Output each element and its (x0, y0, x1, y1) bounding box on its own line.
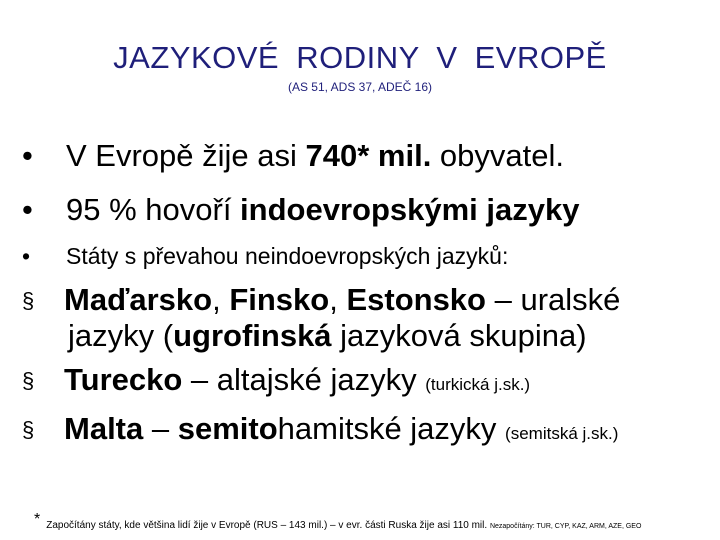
square-bullet-icon: § (22, 288, 35, 313)
item-altaic: § Turecko – altajské jazyky (turkická j.sk.) (22, 362, 531, 397)
item-uralic: § Maďarsko, Finsko, Estonsko – uralské (22, 282, 621, 317)
footnote-excluded: Nezapočítány: TUR, CYP, KAZ, ARM, AZE, GEO (489, 523, 642, 530)
square-bullet-icon: § (22, 417, 35, 442)
bullet-non-indoeuropean: • Státy s převahou neindoevropských jazyků: (22, 243, 509, 269)
bullet-icon: • (22, 138, 33, 173)
footnote (34, 511, 642, 533)
item-uralic-line2: jazyky (ugrofinská jazyková skupina) (68, 318, 587, 353)
footnote-marker: * (34, 511, 41, 528)
item-semitic: § Malta – semitohamitské jazyky (semitská j.sk.) (22, 411, 619, 446)
bullet-population: • V Evropě žije asi 740* mil. obyvatel. (22, 138, 565, 173)
slide-title: JAZYKOVÉ RODINY V EVROPĚ (113, 40, 607, 75)
bullet-icon: • (22, 192, 33, 227)
slide-subtitle: (AS 51, ADS 37, ADEČ 16) (287, 80, 433, 94)
bullet-icon: • (22, 243, 31, 269)
square-bullet-icon: § (22, 368, 35, 393)
bullet-indoeuropean: • 95 % hovoří indoevropskými jazyky (22, 192, 580, 227)
footnote-text: Započítány státy, kde většina lidí žije v Evropě (RUS – 143 mil.) – v evr. části Ruska žije asi 110 mil. (46, 520, 488, 531)
